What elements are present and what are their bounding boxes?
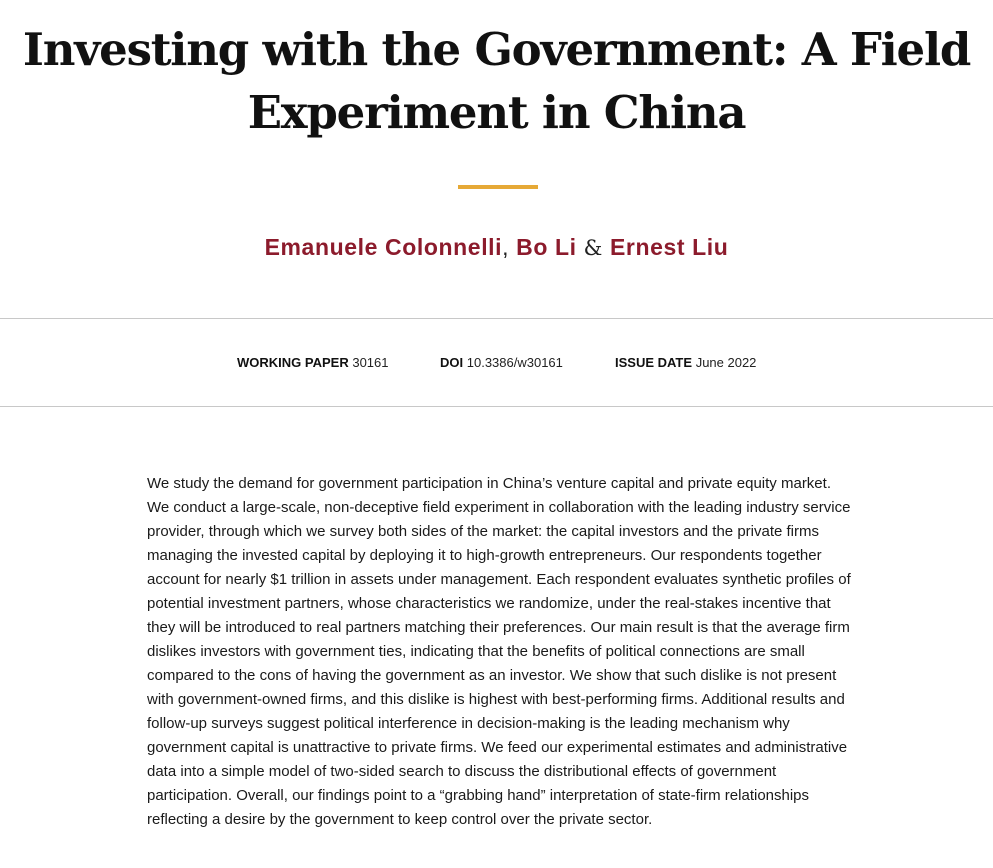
working-paper-meta <box>237 354 389 371</box>
doi-value: 10.3386/w30161 <box>466 355 563 370</box>
author-link[interactable]: Bo Li <box>516 234 577 260</box>
paper-metadata-bar <box>0 318 993 407</box>
doi-meta <box>440 354 563 371</box>
working-paper-number: 30161 <box>352 355 389 370</box>
abstract-text: We study the demand for government participation in China’s venture capital and private equity market. We conduct a large-scale, non-deceptive field experiment in collaboration with the leading industry service provider, through which we survey both sides of the market: the capital investors and the private firms managing the invested capital by deploying it to high-growth entrepreneurs. Our respondents together account for nearly $1 trillion in assets under management. Each respondent evaluates synthetic profiles of potential investment partners, whose characteristics we randomize, under the real-stakes incentive that they will be introduced to real partners matching their preferences. Our main result is that the average firm dislikes investors with government ties, indicating that the benefits of political connections are small compared to the cons of having the government as an investor. We show that such dislike is not present with government-owned firms, and this dislike is highest with best-performing firms. Additional results and follow-up surveys suggest political interference in decision-making is the leading mechanism why government capital is unattractive to private firms. We feed our experimental estimates and administrative data into a simple model of two-sided search to discuss the distributional effects of government participation. Overall, our findings point to a “grabbing hand” interpretation of state-firm relationships reflecting a desire by the government to keep control over the private sector. <box>147 475 851 828</box>
author-link[interactable]: Emanuele Colonnelli <box>264 234 503 260</box>
author-list <box>0 232 993 263</box>
author-separator-ampersand: & <box>583 236 603 260</box>
working-paper-label: WORKING PAPER <box>237 355 349 370</box>
issue-date-label: ISSUE DATE <box>615 355 693 370</box>
doi-label: DOI <box>440 355 464 370</box>
title-accent-rule <box>458 185 538 189</box>
paper-title: Investing with the Government: A Field Experiment in China <box>22 23 971 139</box>
issue-date-meta <box>615 354 756 371</box>
issue-date-value: June 2022 <box>695 355 757 370</box>
author-link[interactable]: Ernest Liu <box>609 234 729 260</box>
author-separator-comma: , <box>502 234 510 260</box>
